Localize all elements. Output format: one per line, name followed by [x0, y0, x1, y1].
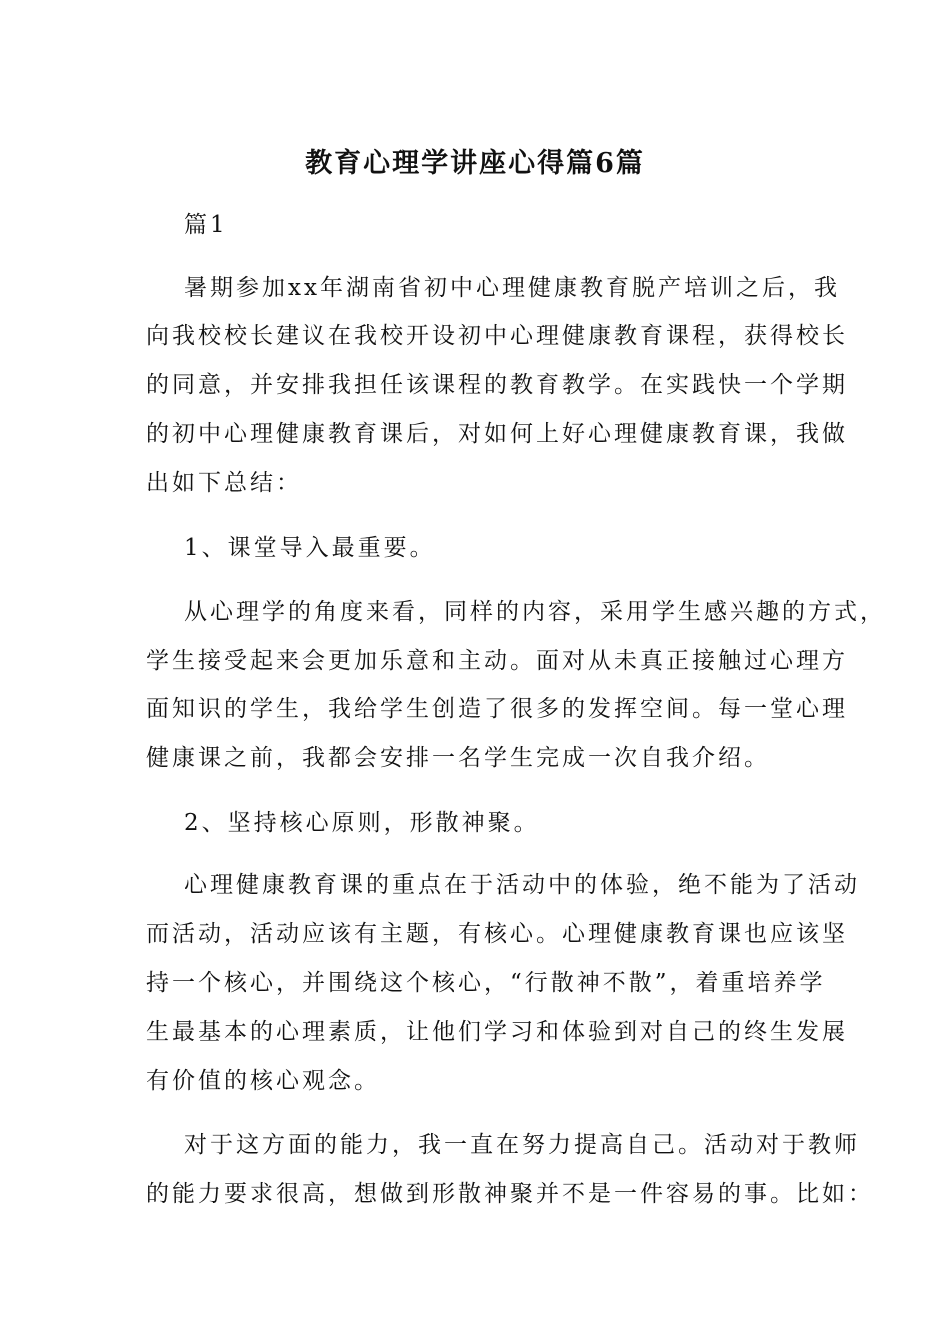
paragraph-line: 的初中心理健康教育课后，对如何上好心理健康教育课，我做	[146, 421, 848, 447]
paragraph-line: 健康课之前，我都会安排一名学生完成一次自我介绍。	[146, 745, 770, 771]
paragraph-line: 出如下总结：	[146, 470, 302, 496]
section-heading: 篇1	[184, 212, 228, 238]
paragraph-line: 面知识的学生，我给学生创造了很多的发挥空间。每一堂心理	[146, 696, 848, 722]
paragraph-line: 有价值的核心观念。	[146, 1068, 380, 1094]
paragraph-line: 持一个核心，并围绕这个核心，“行散神不散”，着重培养学	[146, 970, 826, 996]
paragraph-line: 2、坚持核心原则，形散神聚。	[184, 810, 540, 836]
paragraph-line: 心理健康教育课的重点在于活动中的体验，绝不能为了活动	[184, 872, 860, 898]
paragraph-line: 对于这方面的能力，我一直在努力提高自己。活动对于教师	[184, 1132, 860, 1158]
paragraph-line: 的能力要求很高，想做到形散神聚并不是一件容易的事。比如：	[146, 1181, 874, 1207]
paragraph-line: 生最基本的心理素质，让他们学习和体验到对自己的终生发展	[146, 1019, 848, 1045]
paragraph-line: 从心理学的角度来看，同样的内容，采用学生感兴趣的方式，	[184, 599, 886, 625]
paragraph-line: 向我校校长建议在我校开设初中心理健康教育课程，获得校长	[146, 323, 848, 349]
paragraph-line: 1、课堂导入最重要。	[184, 535, 436, 561]
paragraph-line: 而活动，活动应该有主题，有核心。心理健康教育课也应该坚	[146, 921, 848, 947]
paragraph-line: 学生接受起来会更加乐意和主动。面对从未真正接触过心理方	[146, 648, 848, 674]
paragraph-line: 的同意，并安排我担任该课程的教育教学。在实践快一个学期	[146, 372, 848, 398]
paragraph-line: 暑期参加xx年湖南省初中心理健康教育脱产培训之后，我	[184, 275, 840, 301]
document-title: 教育心理学讲座心得篇6篇	[305, 148, 645, 179]
